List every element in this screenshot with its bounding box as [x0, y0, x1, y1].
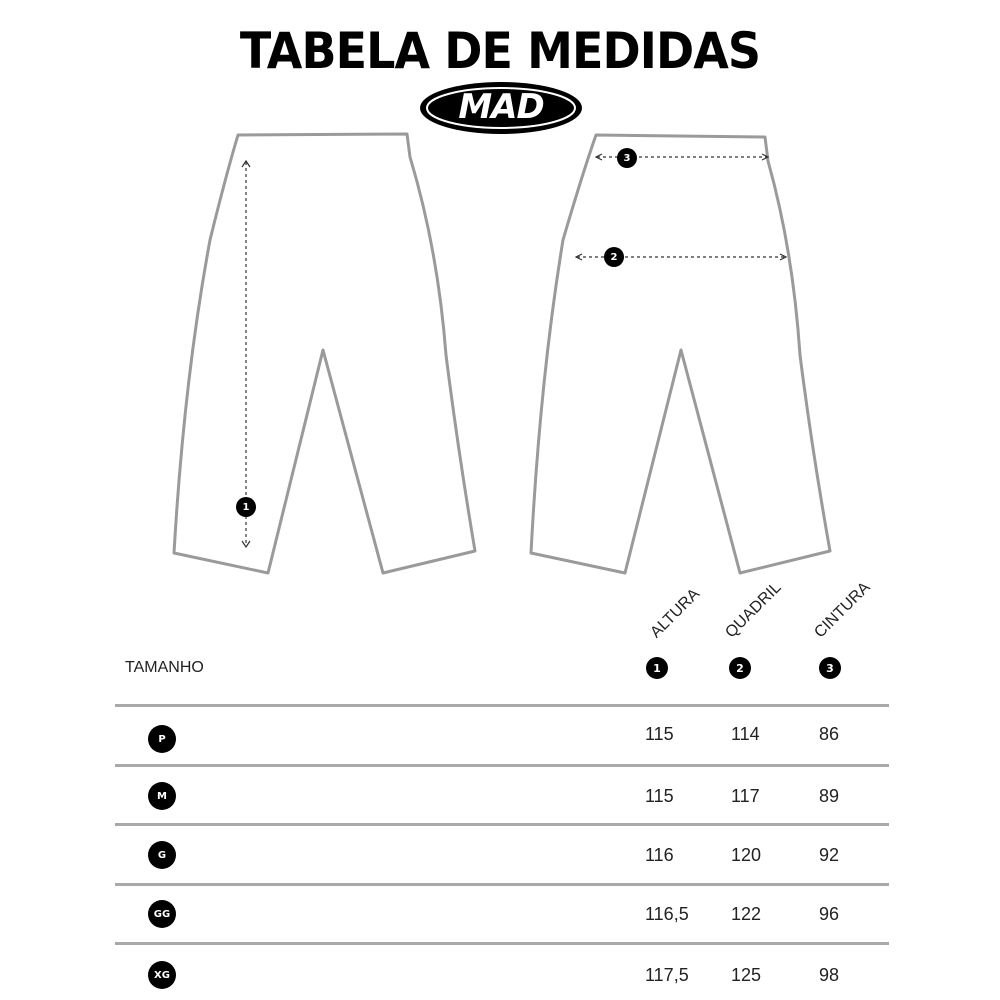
cintura-value: 89 — [819, 786, 840, 806]
altura-value: 116,5 — [645, 904, 689, 924]
size-badge: GG — [148, 900, 176, 928]
quadril-value: 117 — [731, 786, 760, 806]
pants-front-outline — [174, 134, 475, 573]
altura-value: 116 — [645, 845, 674, 865]
height-marker: 1 — [236, 497, 256, 517]
table-divider — [115, 823, 889, 826]
size-column-header: TAMANHO — [125, 659, 204, 676]
column-header-cintura: CINTURA — [811, 578, 874, 642]
altura-value: 117,5 — [645, 965, 689, 985]
cintura-value: 98 — [819, 965, 840, 985]
brand-logo-text: MAD — [458, 87, 544, 127]
size-badge: P — [148, 725, 176, 753]
column-header-altura: ALTURA — [647, 585, 704, 642]
table-divider — [115, 883, 889, 886]
table-divider — [115, 704, 889, 707]
size-badge: XG — [148, 961, 176, 989]
altura-value: 115 — [645, 724, 674, 744]
column-marker-altura: 1 — [646, 657, 668, 679]
altura-value: 115 — [645, 786, 674, 806]
pants-back-outline — [531, 135, 830, 573]
page-title: TABELA DE MEDIDAS — [239, 22, 761, 80]
column-marker-cintura: 3 — [819, 657, 841, 679]
column-header-quadril: QUADRIL — [722, 578, 785, 642]
table-divider — [115, 942, 889, 945]
size-badge: M — [148, 782, 176, 810]
table-divider — [115, 764, 889, 767]
column-marker-quadril: 2 — [729, 657, 751, 679]
cintura-value: 96 — [819, 904, 840, 924]
quadril-value: 114 — [731, 724, 760, 744]
cintura-value: 86 — [819, 724, 840, 744]
waist-marker: 3 — [617, 148, 637, 168]
quadril-value: 125 — [731, 965, 762, 985]
cintura-value: 92 — [819, 845, 840, 865]
hip-marker: 2 — [604, 247, 624, 267]
quadril-value: 120 — [731, 845, 762, 865]
size-badge: G — [148, 841, 176, 869]
quadril-value: 122 — [731, 904, 762, 924]
